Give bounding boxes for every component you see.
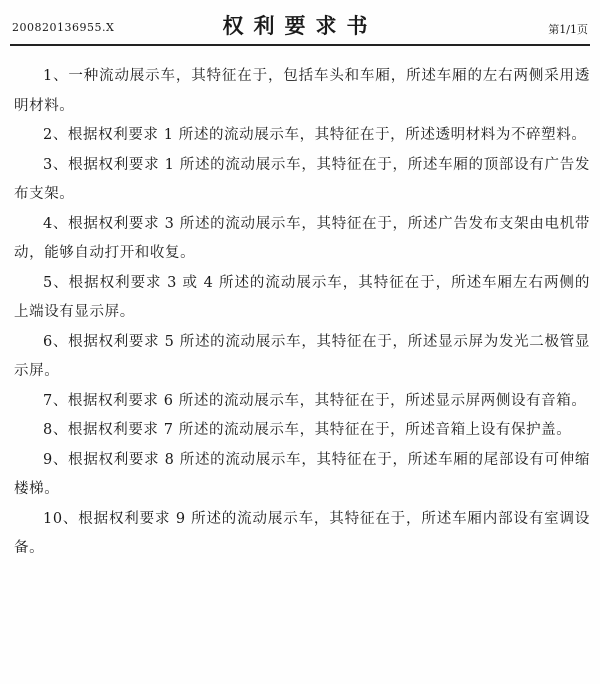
application-number: 200820136955.X (12, 21, 115, 34)
document-title: 权利要求书 (222, 14, 378, 38)
claim-7: 7、根据权利要求 6 所述的流动展示车，其特征在于，所述显示屏两侧设有音箱。 (43, 392, 587, 409)
claim-1: 1、一种流动展示车，其特征在于，包括车头和车厢，所述车厢的左右两侧采用透明材料。 (14, 68, 590, 114)
claim-6: 6、根据权利要求 5 所述的流动展示车，其特征在于，所述显示屏为发光二极管显示屏。 (14, 333, 590, 379)
claim-3: 3、根据权利要求 1 所述的流动展示车，其特征在于，所述车厢的顶部设有广告发布支架。 (14, 156, 590, 202)
claim-2: 2、根据权利要求 1 所述的流动展示车，其特征在于，所述透明材料为不碎塑料。 (43, 127, 587, 143)
claim-4: 4、根据权利要求 3 所述的流动展示车，其特征在于，所述广告发布支架由电机带动，能够自动打开和收复。 (14, 215, 590, 261)
header-divider (10, 44, 590, 46)
claim-10: 10、根据权利要求 9 所述的流动展示车，其特征在于，所述车厢内部设有室调设备。 (14, 510, 590, 556)
page-indicator: 第1/1页 (548, 23, 588, 36)
claim-9: 9、根据权利要求 8 所述的流动展示车，其特征在于，所述车厢的尾部设有可伸缩楼梯。 (14, 451, 590, 497)
claim-8: 8、根据权利要求 7 所述的流动展示车，其特征在于，所述音箱上设有保护盖。 (43, 422, 572, 438)
claims-list (14, 62, 590, 564)
page-header (8, 10, 592, 42)
claim-5: 5、根据权利要求 3 或 4 所述的流动展示车，其特征在于，所述车厢左右两侧的上端设有显示屏。 (14, 274, 590, 320)
